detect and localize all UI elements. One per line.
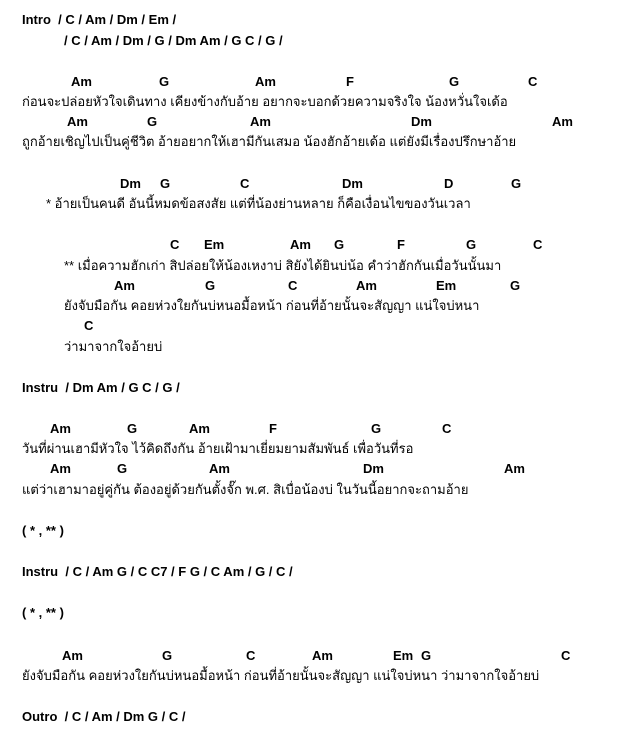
repeat-marker: ( * , ** ) <box>22 523 64 538</box>
chord: D <box>444 176 454 191</box>
chord: F <box>346 74 354 89</box>
chord: F <box>269 421 277 436</box>
chord: Em <box>436 278 457 293</box>
lyric-line: ยังจับมือกัน คอยห่วงใยกันบ่หนอมื้อหน้า ก่อนที่อ้ายนั้นจะสัญญา แน่ใจบ่หนา ว่ามาจากใจอ้ายบ่ <box>22 668 540 683</box>
chord: Am <box>62 648 83 663</box>
lyric-line: แต่ว่าเฮามาอยู่คู่กัน ต้องอยู่ด้วยกันตั้งจั๊ก พ.ศ. สิเบื่อน้องบ่ ในวันนี้อยากจะถามอ้าย <box>22 482 469 497</box>
chord: C <box>561 648 571 663</box>
chord: F <box>397 237 405 252</box>
chord: G <box>117 461 128 476</box>
chord: G <box>371 421 382 436</box>
chord: Am <box>50 461 71 476</box>
chord: Am <box>189 421 210 436</box>
outro-chords: / C / Am / Dm G / C / <box>64 709 186 724</box>
chord: Am <box>504 461 525 476</box>
lyric-line: ว่ามาจากใจอ้ายบ่ <box>64 339 163 354</box>
chord: G <box>466 237 477 252</box>
intro-label: Intro <box>22 12 51 27</box>
chord: Dm <box>411 114 432 129</box>
chord: C <box>240 176 250 191</box>
chord: G <box>127 421 138 436</box>
lyric-line: ยังจับมือกัน คอยห่วงใยกันบ่หนอมื้อหน้า ก่อนที่อ้ายนั้นจะสัญญา แน่ใจบ่หนา <box>64 298 480 313</box>
lyric-line: วันที่ผ่านเฮามีหัวใจ ไว้คิดถึงกัน อ้ายเฝ้ามาเยี่ยมยามสัมพันธ์ เพื่อวันที่รอ <box>22 441 414 456</box>
chord: Am <box>114 278 135 293</box>
repeat-marker: ( * , ** ) <box>22 605 64 620</box>
chord: Dm <box>342 176 363 191</box>
instru-label: Instru <box>22 564 59 579</box>
chord: G <box>160 176 171 191</box>
outro-label: Outro <box>22 709 58 724</box>
chord: Am <box>552 114 573 129</box>
lyric-line: ** เมื่อความฮักเก่า สิปล่อยให้น้องเหงาบ่ สิยังได้ยินบ่น้อ คำว่าฮักกันเมื่อวันนั้นมา <box>64 258 502 273</box>
instru-chords: / Dm Am / G C / G / <box>65 380 180 395</box>
chord: Am <box>209 461 230 476</box>
chord: Am <box>50 421 71 436</box>
chord: Em <box>393 648 414 663</box>
intro-chords-2: / C / Am / Dm / G / Dm Am / G C / G / <box>64 33 283 48</box>
instru-label: Instru <box>22 380 59 395</box>
chord: Am <box>290 237 311 252</box>
chord: Am <box>255 74 276 89</box>
chord: G <box>511 176 522 191</box>
chord: G <box>205 278 216 293</box>
chord: Dm <box>120 176 141 191</box>
chord: C <box>288 278 298 293</box>
chord: G <box>449 74 460 89</box>
chord: G <box>159 74 170 89</box>
chord: G <box>510 278 521 293</box>
chord: Am <box>250 114 271 129</box>
instru-chords: / C / Am G / C C7 / F G / C Am / G / C / <box>65 564 293 579</box>
chord: Dm <box>363 461 384 476</box>
lyric-line: ถูกอ้ายเชิญไปเป็นคู่ชีวิต อ้ายอยากให้เฮามีกันเสมอ น้องฮักอ้ายเด้อ แต่ยังมีเรื่องปรึกษาอ้าย <box>22 134 517 149</box>
chord: C <box>246 648 256 663</box>
chord: C <box>170 237 180 252</box>
outro-line <box>22 709 186 725</box>
chord: C <box>84 318 94 333</box>
intro-chords-1: / C / Am / Dm / Em / <box>58 12 177 27</box>
chord: G <box>162 648 173 663</box>
chord: G <box>147 114 158 129</box>
chord: C <box>442 421 452 436</box>
chord: C <box>533 237 543 252</box>
lyric-line: ก่อนจะปล่อยหัวใจเดินทาง เคียงข้างกับอ้าย อยากจะบอกด้วยความจริงใจ น้องหวั่นใจเด้อ <box>22 94 508 109</box>
chord: Am <box>356 278 377 293</box>
instru-line-2 <box>22 564 293 580</box>
intro-line <box>22 12 176 28</box>
chord: G <box>334 237 345 252</box>
lyric-line: * อ้ายเป็นคนดี อันนี้หมดข้อสงสัย แต่ที่น้องย่านหลาย ก็คือเงื่อนไขของวันเวลา <box>46 196 471 211</box>
instru-line-1 <box>22 380 180 396</box>
chord: Am <box>71 74 92 89</box>
chord: Am <box>67 114 88 129</box>
chord: Em <box>204 237 225 252</box>
chord: G <box>421 648 432 663</box>
chord: C <box>528 74 538 89</box>
chord: Am <box>312 648 333 663</box>
